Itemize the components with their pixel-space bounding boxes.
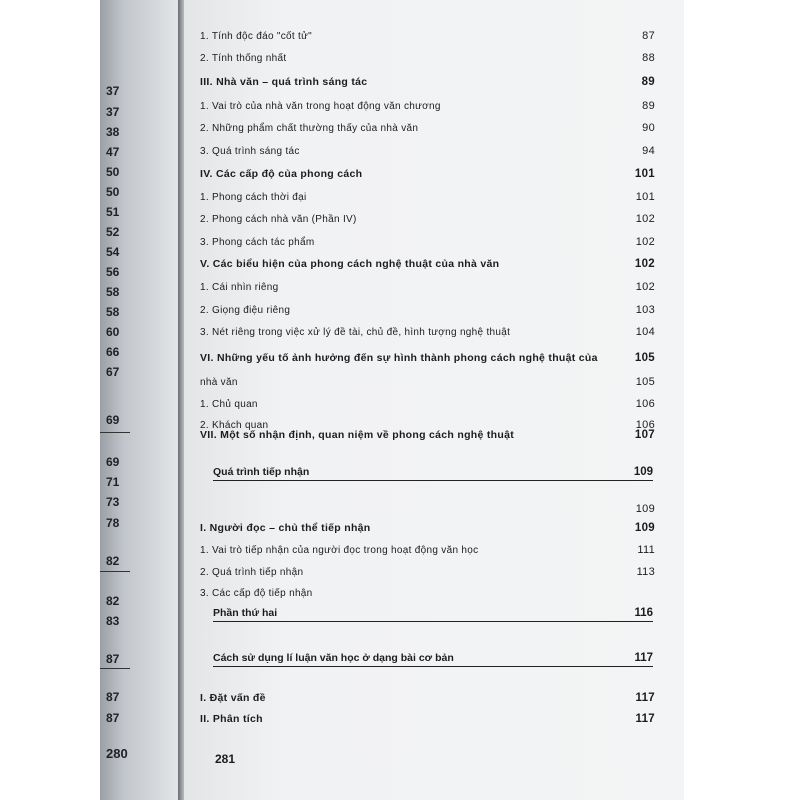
toc-entry-title: 1. Chủ quan [200, 399, 258, 410]
toc-entry [200, 538, 655, 556]
toc-entry-title: I. Đặt vấn đề [200, 692, 266, 704]
left-page-number-entry: 56 [106, 265, 120, 279]
left-page-number-entry: 82 [106, 594, 120, 608]
toc-entry [200, 497, 655, 515]
toc-entry-page: 109 [635, 503, 655, 515]
toc-entry [200, 392, 655, 410]
toc-entry-page: 90 [642, 122, 655, 134]
toc-entry [200, 70, 655, 88]
left-page-rule [100, 432, 130, 433]
toc-entry-page: 102 [635, 213, 655, 225]
toc-entry-title: 2. Phong cách nhà văn (Phần IV) [200, 214, 357, 225]
left-page-number-entry: 60 [106, 325, 120, 339]
toc-entry-page: 103 [635, 304, 655, 316]
toc-entry-page: 102 [635, 236, 655, 248]
left-page-number-entry: 52 [106, 225, 120, 239]
toc-section-header [213, 607, 653, 622]
toc-entry [200, 162, 655, 180]
toc-entry-title: II. Phân tích [200, 713, 263, 725]
toc-entry-page: 107 [634, 429, 655, 441]
toc-entry [200, 346, 655, 364]
toc-entry-page: 104 [635, 326, 655, 338]
toc-entry [200, 298, 655, 316]
toc-entry [200, 581, 655, 599]
toc-entry [200, 275, 655, 293]
toc-entry [200, 320, 655, 338]
toc-entry [200, 185, 655, 203]
toc-entry [200, 94, 655, 112]
left-page-number-entry: 83 [106, 614, 120, 628]
toc-section-title: Cách sử dụng lí luận văn học ở dạng bài cơ bản [213, 652, 454, 664]
toc-entry-page: 87 [642, 30, 655, 42]
toc-section-title: Phần thứ hai [213, 607, 278, 619]
background [684, 0, 800, 800]
toc-entry-page: 111 [637, 544, 655, 556]
toc-entry [200, 116, 655, 134]
toc-entry-title: 2. Giọng điệu riêng [200, 305, 291, 316]
toc-entry [200, 370, 655, 388]
toc-entry-title: nhà văn [200, 377, 238, 388]
toc-entry [200, 686, 655, 704]
toc-section-page: 117 [634, 652, 653, 664]
left-page-number-entry: 50 [106, 185, 120, 199]
toc-section-page: 109 [633, 466, 653, 478]
toc-entry-page: 113 [636, 566, 655, 578]
left-page-number-entry: 78 [106, 516, 120, 530]
toc-entry-title: 2. Quá trình tiếp nhận [200, 567, 304, 578]
toc-entry-page: 94 [642, 145, 655, 157]
toc-entry [200, 252, 655, 270]
toc-entry-title: 1. Cái nhìn riêng [200, 282, 279, 293]
toc-entry [200, 139, 655, 157]
toc-entry [200, 707, 655, 725]
left-page-number-entry: 69 [106, 455, 120, 469]
toc-entry-page: 101 [635, 191, 655, 203]
left-page-rule [100, 668, 130, 669]
left-page-rule [100, 571, 130, 572]
toc-entry-page: 117 [635, 692, 655, 704]
toc-entry-page: 105 [635, 376, 655, 388]
toc-entry-title: V. Các biểu hiện của phong cách nghệ thuật của nhà văn [200, 258, 500, 270]
left-page-number-entry: 58 [106, 285, 120, 299]
toc-entry-title: 1. Tính độc đáo "cốt tử" [200, 31, 312, 42]
page-number: 281 [215, 752, 236, 766]
toc-entry-title: VII. Một số nhận định, quan niệm về phong cách nghệ thuật [200, 429, 515, 441]
left-page-number-entry: 71 [106, 475, 120, 489]
left-page-number-entry: 82 [106, 554, 120, 568]
toc-entry [200, 207, 655, 225]
toc-entry-title: 2. Tính thống nhất [200, 53, 287, 64]
toc-entry-title: 2. Khách quan [200, 420, 269, 431]
left-page-number-entry: 73 [106, 495, 120, 509]
toc-entry [200, 423, 655, 441]
left-page-number-entry: 54 [106, 245, 120, 259]
toc-entry-title: 1. Phong cách thời đại [200, 192, 307, 203]
toc-entry-title: 1. Vai trò tiếp nhận của người đọc trong hoạt động văn học [200, 545, 479, 556]
toc-entry-title: 3. Nét riêng trong việc xử lý đề tài, chủ đề, hình tượng nghệ thuật [200, 327, 511, 338]
toc-entry-page: 102 [635, 281, 655, 293]
toc-entry [200, 46, 655, 64]
toc-entry-page: 106 [635, 419, 655, 431]
toc-section-title: Quá trình tiếp nhận [213, 466, 310, 478]
toc-entry [200, 560, 655, 578]
toc-entry-page: 106 [635, 398, 655, 410]
toc-entry-page: 105 [634, 352, 655, 364]
left-page-number-entry: 67 [106, 365, 120, 379]
toc-entry-page: 109 [634, 522, 655, 534]
toc-entry-title: 3. Các cấp độ tiếp nhận [200, 588, 313, 599]
toc-entry-page: 88 [642, 52, 655, 64]
left-page-number-entry: 51 [106, 205, 120, 219]
toc-entry-page: 102 [634, 258, 655, 270]
toc-entry [200, 24, 655, 42]
toc-entry-title: VI. Những yếu tố ảnh hưởng đến sự hình thành phong cách nghệ thuật của [200, 352, 598, 364]
toc-section-header [213, 466, 653, 481]
toc-entry-page: 89 [641, 76, 655, 88]
toc-entry-title: 2. Những phẩm chất thường thấy của nhà văn [200, 123, 419, 134]
toc-entry-title: III. Nhà văn – quá trình sáng tác [200, 76, 368, 88]
left-page-folio: 280 [106, 746, 128, 761]
toc-section-header [213, 652, 653, 667]
left-page-number-entry: 50 [106, 165, 120, 179]
left-page-number-entry: 37 [106, 84, 120, 98]
toc-entry-title: IV. Các cấp độ của phong cách [200, 168, 363, 180]
left-page-number-entry: 47 [106, 145, 120, 159]
left-page-number-entry: 87 [106, 711, 120, 725]
toc-entry-title: 3. Quá trình sáng tác [200, 146, 300, 157]
toc-entry [200, 516, 655, 534]
toc-entry-page: 101 [634, 168, 655, 180]
toc-entry-title: 3. Phong cách tác phẩm [200, 237, 315, 248]
left-page-number-entry: 37 [106, 105, 120, 119]
toc-entry-title: I. Người đọc – chủ thể tiếp nhận [200, 522, 371, 534]
left-page-number-entry: 87 [106, 690, 120, 704]
toc-entry-page: 89 [642, 100, 655, 112]
left-page-number-entry: 38 [106, 125, 120, 139]
left-page-number-entry: 87 [106, 652, 120, 666]
left-page-number-entry: 58 [106, 305, 120, 319]
toc-section-page: 116 [634, 607, 653, 619]
left-page-number-entry: 66 [106, 345, 120, 359]
toc-entry-page: 117 [635, 713, 655, 725]
left-page [100, 0, 178, 800]
toc-entry [200, 230, 655, 248]
left-page-number-entry: 69 [106, 413, 120, 427]
toc-entry-title: 1. Vai trò của nhà văn trong hoạt động văn chương [200, 101, 441, 112]
